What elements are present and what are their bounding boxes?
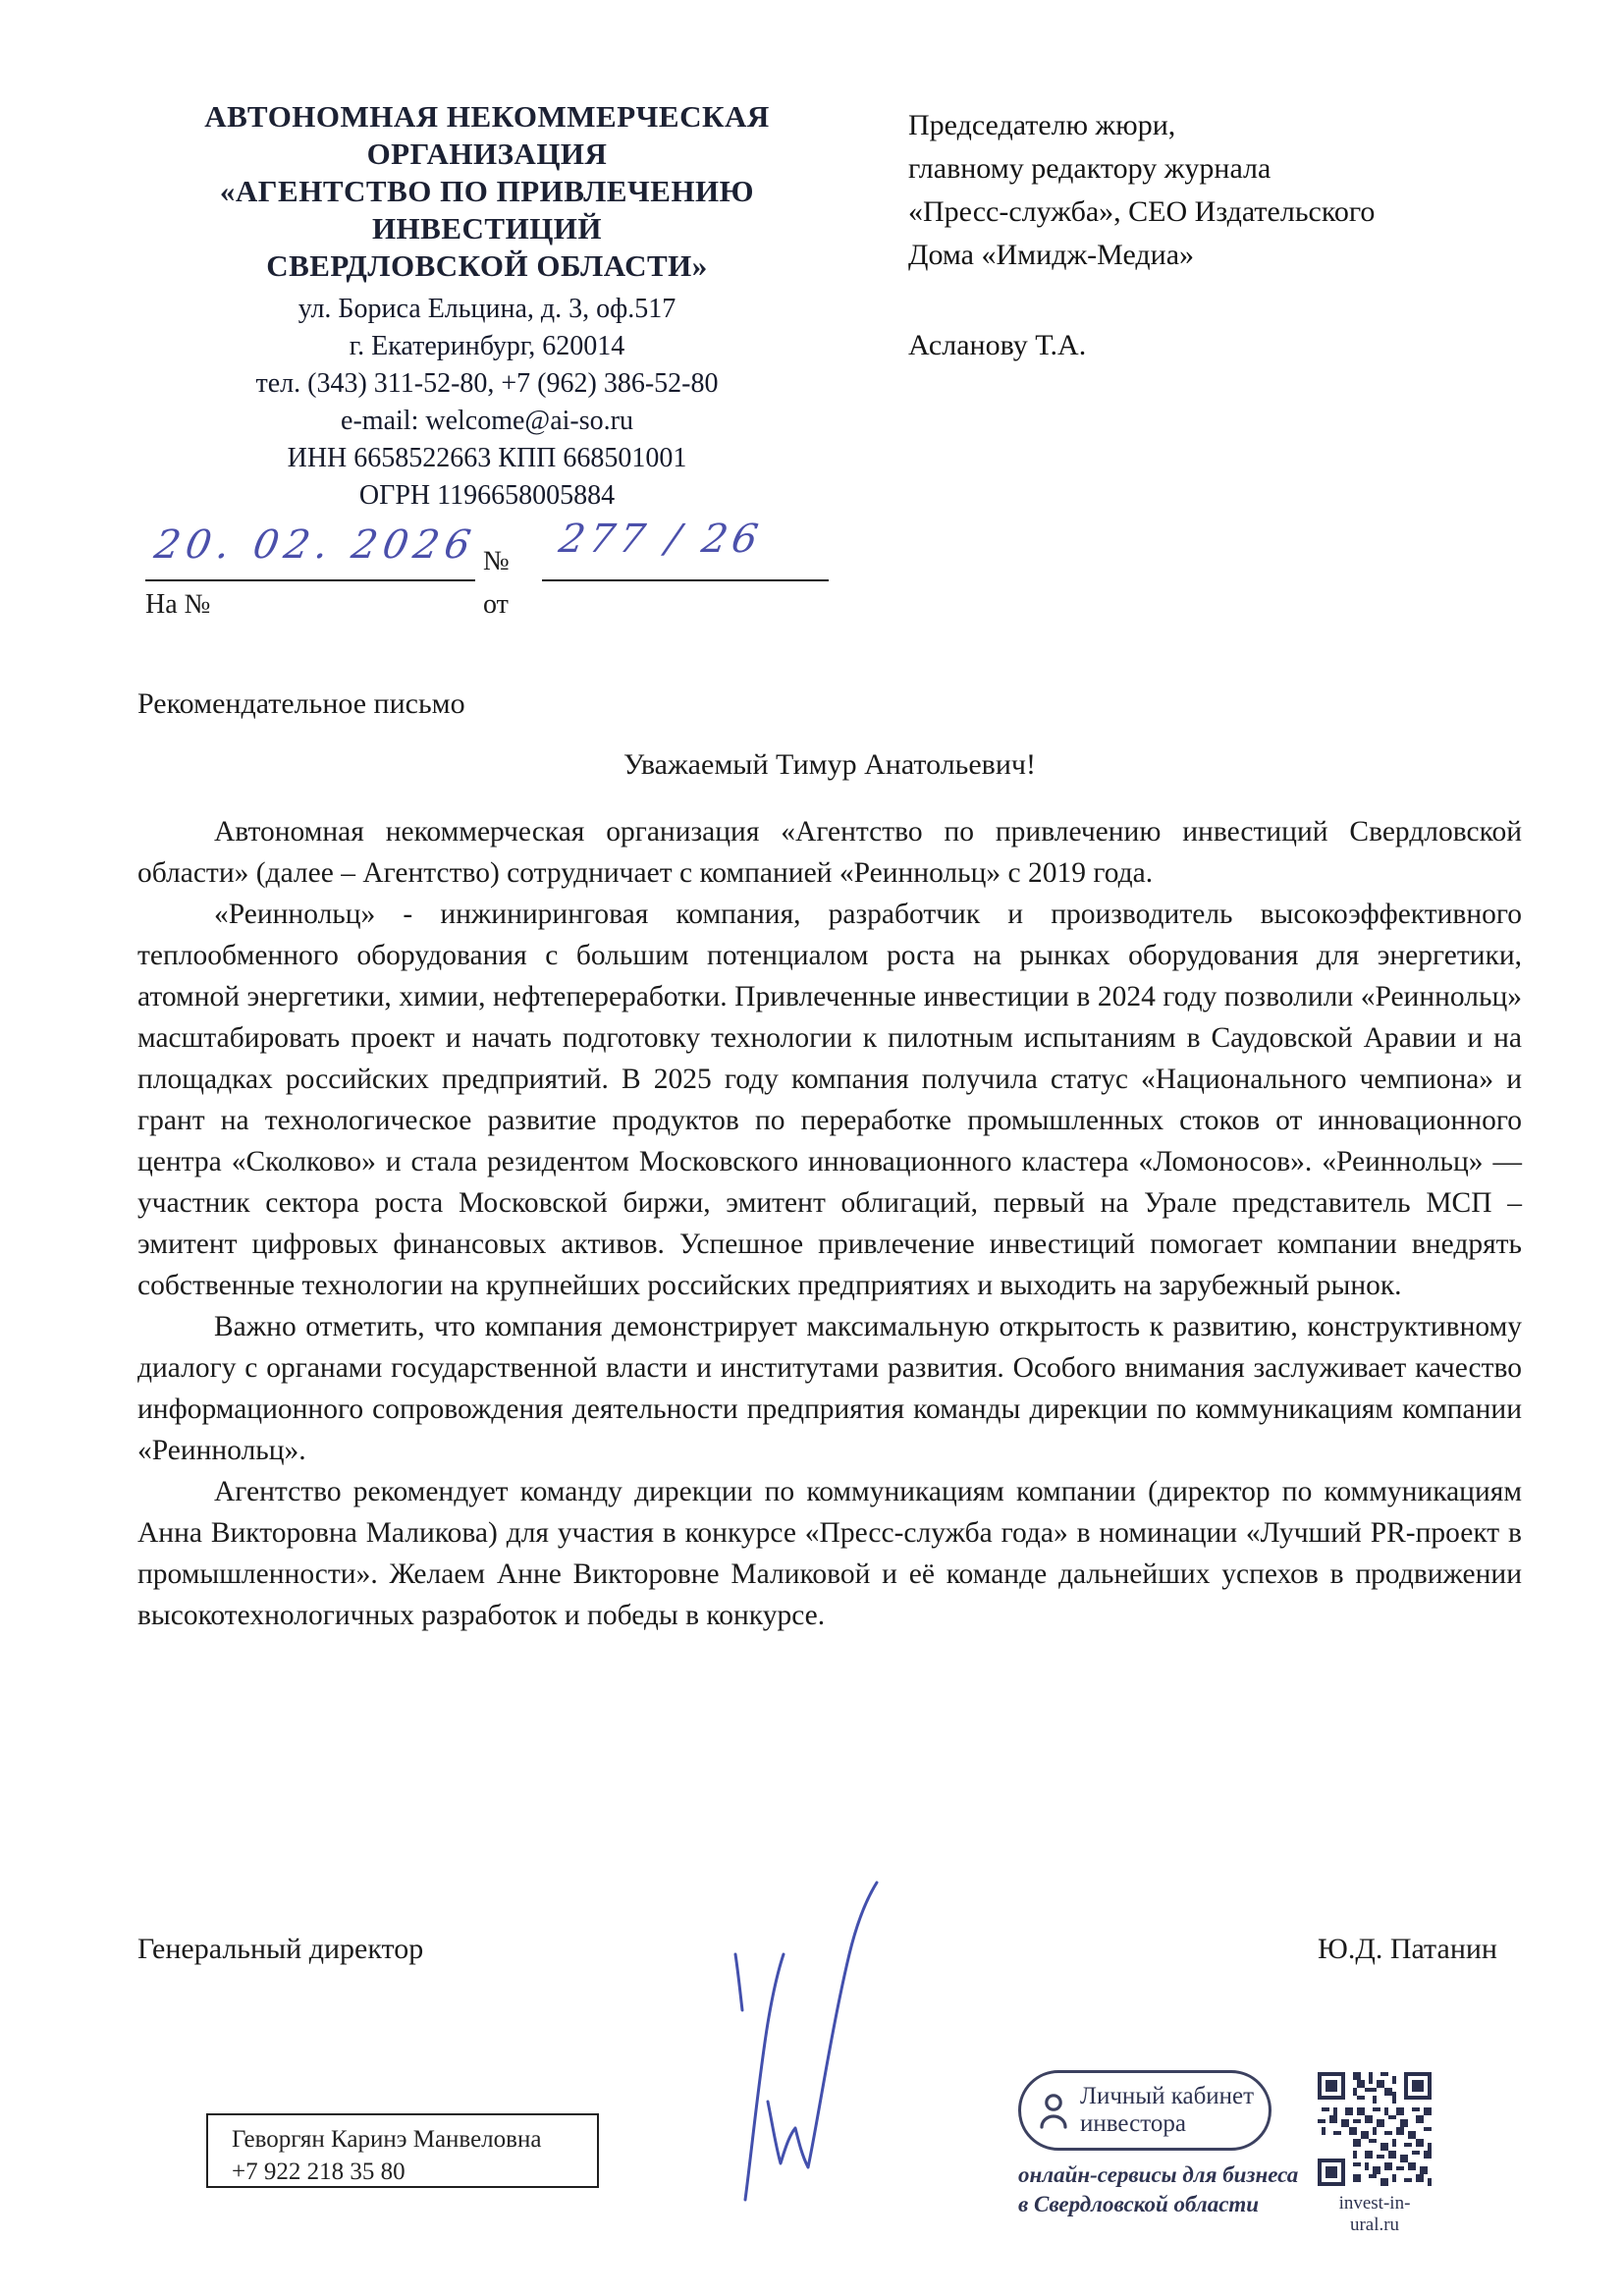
contact-name: Геворгян Каринэ Манвеловна <box>232 2126 542 2153</box>
body-paragraph: «Реиннольц» - инжиниринговая компания, разработчик и производитель высокоэффективного теплообменного оборудования с большим потенциалом роста на рынках оборудования для энергетики, атомной энергетики, химии, нефтепереработки. Привлеченные инвестиции в 2024 году позволили «Реиннольц» масштабировать проект и начать подготовку технологии к пилотным испытаниям в Саудовской Аравии и на площадках российских предприятий. В 2025 году компания получила статус «Национального чемпиона» и грант на технологическое развитие продуктов по переработке промышленных стоков от инновационного центра «Сколково» и стала резидентом Московского инновационного кластера «Ломоносов». «Реиннольц» — участник сектора роста Московской биржи, эмитент облигаций, первый на Урале представитель МСП – эмитент цифровых финансовых активов. Успешное привлечение инвестиций помогает компании внедрять собственные технологии на крупнейших российских предприятиях и выходить на зарубежный рынок. <box>137 899 1522 1301</box>
body-paragraph: Автономная некоммерческая организация «Агентство по привлечению инвестиций Свердловской области» (далее – Агентство) сотрудничает с компанией «Реиннольц» с 2019 года. <box>137 816 1522 889</box>
org-phone: тел. (343) 311-52-80, +7 (962) 386-52-80 <box>255 368 719 399</box>
signer-position: Генеральный директор <box>137 1933 424 1965</box>
qr-caption: invest-in-ural.ru <box>1338 2193 1411 2235</box>
org-name-line: АВТОНОМНАЯ НЕКОММЕРЧЕСКАЯ <box>204 99 770 134</box>
org-address-street: ул. Бориса Ельцина, д. 3, оф.517 <box>298 294 676 324</box>
badge-caption-line: онлайн-сервисы для бизнеса <box>1018 2162 1299 2187</box>
org-ogrn: ОГРН 1196658005884 <box>358 480 616 511</box>
qr-block <box>1316 2072 1434 2236</box>
number-underline <box>542 579 829 581</box>
org-name-line: ОРГАНИЗАЦИЯ <box>366 137 608 171</box>
org-name-line: СВЕРДЛОВСКОЙ ОБЛАСТИ» <box>266 248 708 283</box>
na-no-label: На № <box>145 589 211 620</box>
recipient-line: Председателю жюри, <box>908 109 1176 141</box>
org-name-line: «АГЕНТСТВО ПО ПРИВЛЕЧЕНИЮ <box>219 174 755 208</box>
org-email: e-mail: welcome@ai-so.ru <box>341 406 633 436</box>
org-name-line: ИНВЕСТИЦИЙ <box>371 211 603 246</box>
badge-caption-line: в Свердловской области <box>1018 2192 1260 2216</box>
document-type: Рекомендательное письмо <box>137 687 465 720</box>
ot-label: от <box>483 589 509 620</box>
letter-body <box>137 687 1522 1636</box>
badge-line: Личный кабинет <box>1080 2083 1255 2109</box>
org-contacts <box>137 291 837 515</box>
investor-cabinet-badge <box>1018 2070 1271 2151</box>
body-paragraph: Агентство рекомендует команду дирекции по коммуникациям компании (директор по коммуникациям Анна Викторовна Маликова) для участия в конкурсе «Пресс-служба года» в номинации «Лучший PR-проект в промышленности». Желаем Анне Викторовне Маликовой и её команде дальнейших успехов в продвижении высокотехнологичных разработок и победы в конкурсе. <box>137 1476 1522 1631</box>
recipient-line: «Пресс-служба», CEO Издательского <box>908 195 1376 228</box>
person-icon <box>1037 2091 1070 2130</box>
qr-code-icon <box>1318 2072 1432 2186</box>
handwritten-date: 20. 02. 2026 <box>150 522 480 568</box>
org-inn-kpp: ИНН 6658522663 КПП 668501001 <box>287 443 687 473</box>
badge-text <box>1080 2083 1254 2138</box>
org-address-city: г. Екатеринбург, 620014 <box>349 331 625 361</box>
recipient-line: Дома «Имидж-Медиа» <box>908 239 1195 271</box>
recipient-block <box>908 104 1507 367</box>
reference-row <box>137 519 837 644</box>
recipient-line: главному редактору журнала <box>908 152 1271 185</box>
recipient-name: Асланову Т.А. <box>908 329 1087 361</box>
body-paragraph: Важно отметить, что компания демонстрирует максимальную открытость к развитию, конструктивному диалогу с органами государственной власти и институтами развития. Особого внимания заслуживает качество информационного сопровождения деятельности предприятия команды дирекции по коммуникациям компании «Реиннольц». <box>137 1311 1522 1466</box>
org-name <box>137 98 837 285</box>
handwritten-signature-icon <box>722 1861 898 2205</box>
badge-caption <box>1018 2160 1313 2219</box>
date-underline <box>145 579 475 581</box>
badge-line: инвестора <box>1080 2110 1186 2137</box>
contact-box <box>206 2113 599 2188</box>
org-block <box>137 98 837 644</box>
number-sign: № <box>483 546 510 576</box>
signer-name: Ю.Д. Патанин <box>1318 1933 1497 1965</box>
handwritten-number: 277 / 26 <box>555 517 767 562</box>
salutation: Уважаемый Тимур Анатольевич! <box>623 748 1036 781</box>
contact-phone: +7 922 218 35 80 <box>232 2159 406 2185</box>
